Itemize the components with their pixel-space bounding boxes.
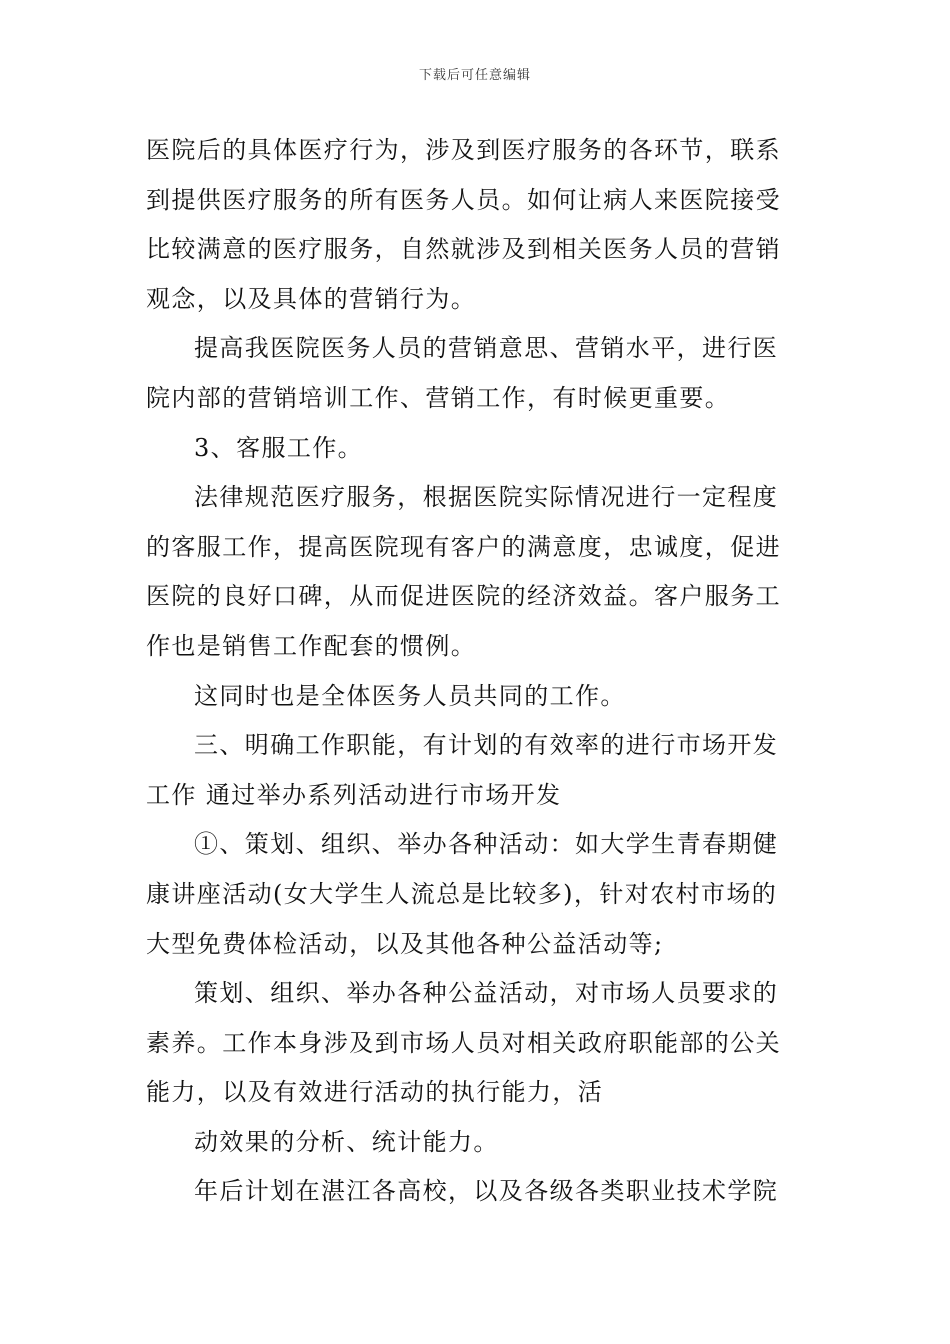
text-line: 作也是销售工作配套的惯例。 [146, 631, 477, 660]
paragraph-first-line: 年后计划在湛江各高校，以及各级各类职业技术学院 [194, 1177, 779, 1206]
text-line: 的客服工作，提高医院现有客户的满意度，忠诚度，促进 [146, 532, 781, 561]
text-line: 医院后的具体医疗行为，涉及到医疗服务的各环节，联系 [146, 136, 781, 164]
section-heading: 3、客服工作。 [194, 433, 364, 462]
text-line: 观念，以及具体的营销行为。 [146, 284, 477, 313]
text-line: 院内部的营销培训工作、营销工作，有时候更重要。 [146, 383, 731, 412]
text-line: 能力，以及有效进行活动的执行能力，活 [146, 1078, 604, 1107]
text-line: 到提供医疗服务的所有医务人员。如何让病人来医院接受 [146, 185, 781, 214]
section-heading: 三、明确工作职能，有计划的有效率的进行市场开发 [194, 731, 779, 760]
paragraph-first-line: 法律规范医疗服务，根据医院实际情况进行一定程度 [194, 483, 779, 512]
page-header-note: 下载后可任意编辑 [418, 68, 531, 83]
text-line: 大型免费体检活动，以及其他各种公益活动等; [146, 929, 664, 958]
text-line: 工作 通过举办系列活动进行市场开发 [146, 780, 562, 809]
paragraph-first-line: 提高我医院医务人员的营销意思、营销水平，进行医 [194, 334, 779, 363]
text-line: 比较满意的医疗服务，自然就涉及到相关医务人员的营销 [146, 235, 781, 264]
text-line: 康讲座活动(女大学生人流总是比较多)，针对农村市场的 [146, 879, 778, 908]
text-line: 素养。工作本身涉及到市场人员对相关政府职能部的公关 [146, 1028, 781, 1057]
document-body [146, 126, 810, 1217]
text-line: 医院的良好口碑，从而促进医院的经济效益。客户服务工 [146, 582, 781, 611]
paragraph-first-line: 策划、组织、举办各种公益活动，对市场人员要求的 [194, 979, 779, 1008]
paragraph-first-line: 这同时也是全体医务人员共同的工作。 [194, 681, 626, 710]
paragraph-first-line: 动效果的分析、统计能力。 [194, 1127, 499, 1156]
paragraph-first-line: ①、策划、组织、举办各种活动：如大学生青春期健 [194, 830, 779, 859]
